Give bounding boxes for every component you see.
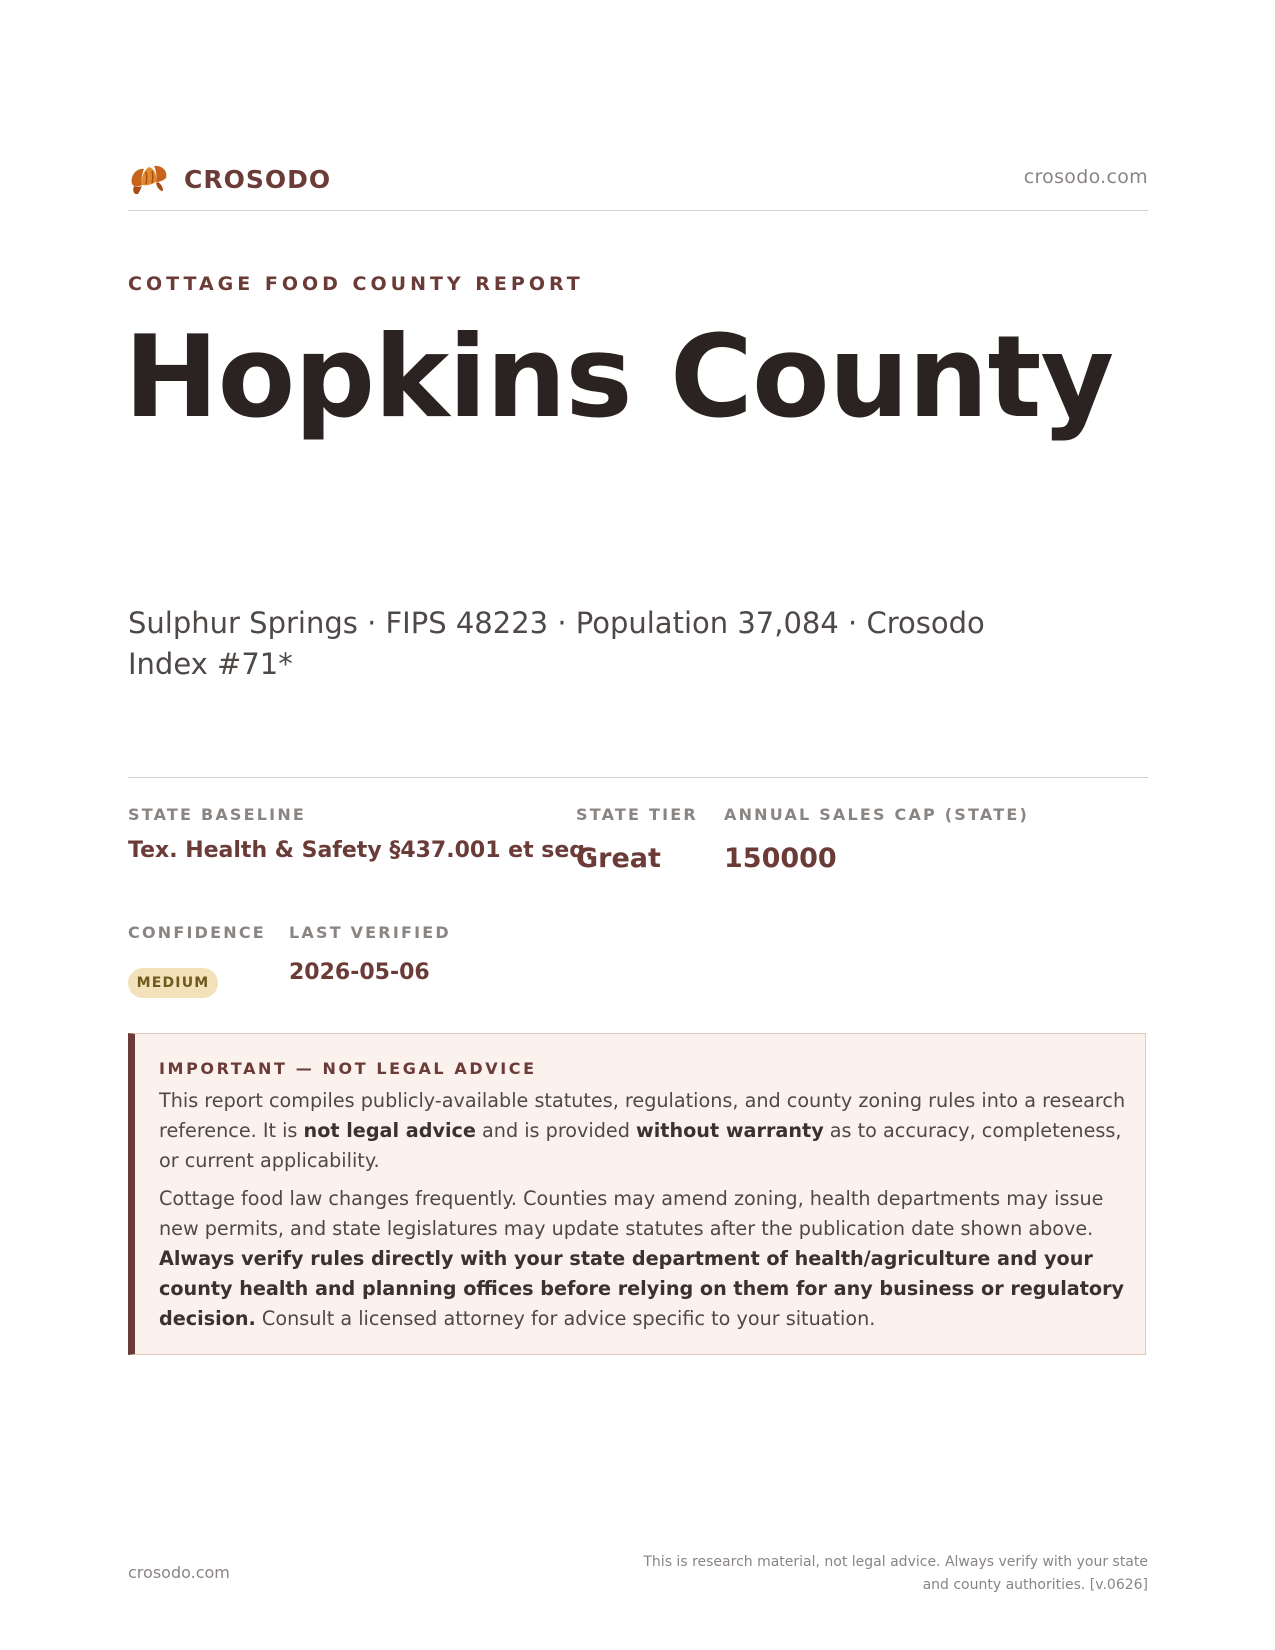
footer-disclaimer <box>628 1551 1148 1597</box>
legal-notice <box>128 1033 1146 1355</box>
report-subtitle: Sulphur Springs · FIPS 48223 · Population 37,084 · Crosodo Index #71* <box>128 606 985 681</box>
section-divider <box>128 777 1148 778</box>
sales-cap-value: 150000 <box>724 843 837 874</box>
brand <box>128 160 331 198</box>
header-url[interactable]: crosodo.com <box>1023 166 1148 188</box>
confidence-label: CONFIDENCE <box>128 923 266 942</box>
state-baseline-label: STATE BASELINE <box>128 805 307 824</box>
notice-paragraph-2: Cottage food law changes frequently. Counties may amend zoning, health departments may issue new permits, and state legislatures may update statutes after the publication date shown above. Always verify rules directly with your state department of health/agriculture and your county health and planning offices before relying on them for any business or regulatory decision. Consult a licensed attorney for advice specific to your situation. <box>159 1187 1125 1330</box>
notice-title: IMPORTANT — NOT LEGAL ADVICE <box>159 1059 537 1078</box>
footer-url[interactable]: crosodo.com <box>128 1563 230 1582</box>
page-header <box>128 158 1148 211</box>
page-title: Hopkins County <box>124 311 1114 443</box>
report-eyebrow: COTTAGE FOOD COUNTY REPORT <box>128 273 584 295</box>
sales-cap-label: ANNUAL SALES CAP (STATE) <box>724 805 1029 824</box>
report-page <box>124 0 1148 1650</box>
last-verified-value: 2026-05-06 <box>289 960 430 985</box>
croissant-icon <box>128 160 170 198</box>
state-baseline-value: Tex. Health & Safety §437.001 et seq. <box>128 838 594 863</box>
last-verified-label: LAST VERIFIED <box>289 923 451 942</box>
state-tier-value: Great <box>576 843 661 874</box>
state-tier-label: STATE TIER <box>576 805 698 824</box>
footer-disclaimer-line-2: and county authorities. [v.0626] <box>922 1577 1148 1593</box>
confidence-badge: MEDIUM <box>128 968 218 998</box>
footer-disclaimer-line-1: This is research material, not legal advice. Always verify with your state <box>643 1554 1148 1570</box>
notice-paragraph-1: This report compiles publicly-available statutes, regulations, and county zoning rules into a research reference. It is not legal advice and is provided without warranty as to accuracy, completeness, or current applicability. <box>159 1089 1126 1172</box>
brand-name: CROSODO <box>184 164 332 194</box>
